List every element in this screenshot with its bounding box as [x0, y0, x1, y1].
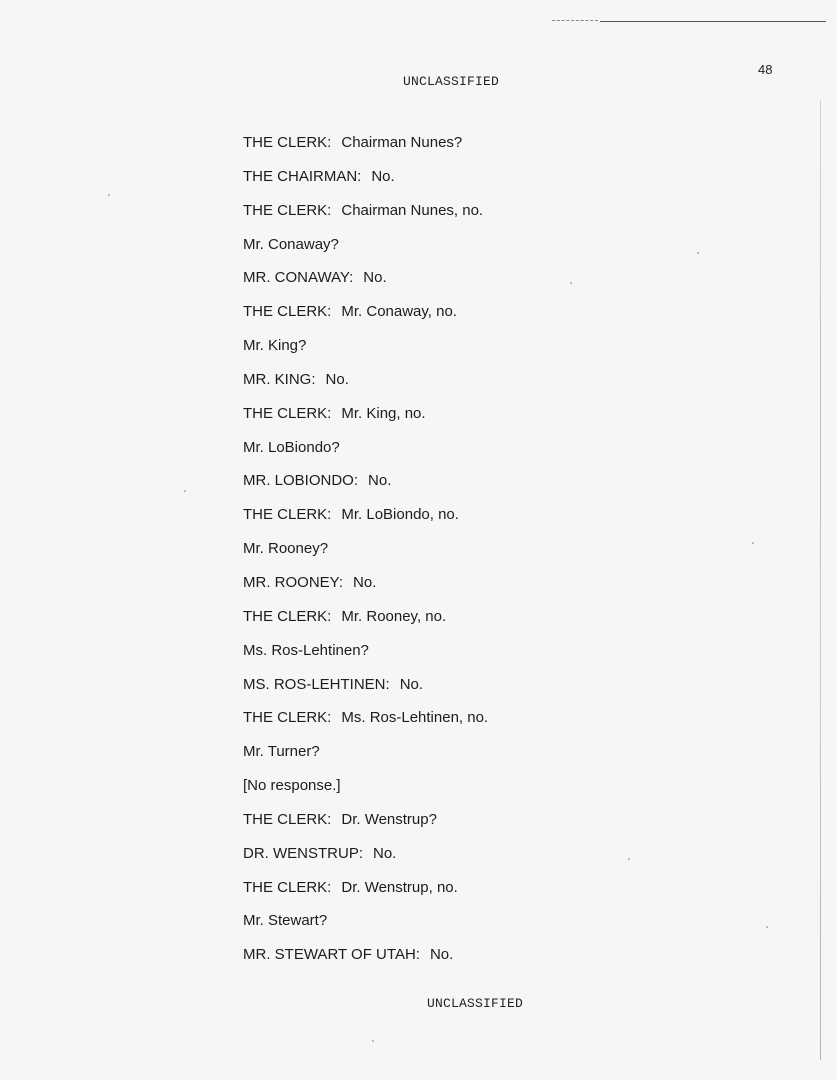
transcript-line: [243, 537, 763, 571]
scan-speck: [628, 858, 630, 860]
scan-speck: [570, 282, 572, 284]
speech-text: Mr. King?: [243, 337, 307, 355]
transcript-line: [243, 436, 763, 470]
speaker-label: DR. WENSTRUP:: [243, 844, 363, 862]
speaker-label: THE CLERK:: [243, 404, 332, 422]
speaker-label: MR. LOBIONDO:: [243, 472, 359, 490]
speaker-label: THE CLERK:: [243, 878, 332, 896]
speaker-label: THE CLERK:: [243, 709, 332, 727]
speech-text: Chairman Nunes?: [341, 134, 463, 151]
speaker-label: THE CHAIRMAN:: [243, 167, 362, 185]
transcript: [243, 131, 763, 977]
scan-speck: [372, 1040, 374, 1042]
speech-text: No.: [373, 844, 397, 862]
transcript-line: [243, 605, 763, 639]
transcript-line: [243, 909, 763, 943]
scan-artifact-line: [600, 21, 826, 22]
transcript-line: [243, 808, 763, 842]
speech-text: No.: [399, 675, 424, 693]
transcript-line: [243, 706, 763, 740]
speech-text: No.: [363, 269, 387, 287]
speaker-label: THE CLERK:: [243, 201, 332, 219]
footer-classification: UNCLASSIFIED: [427, 996, 524, 1011]
scan-speck: [697, 252, 699, 254]
transcript-line: [243, 774, 763, 808]
speech-text: Mr. Rooney?: [243, 540, 329, 558]
transcript-line: [243, 943, 763, 977]
speech-text: Mr. LoBiondo, no.: [341, 506, 459, 524]
speech-text: Ms. Ros-Lehtinen, no.: [341, 709, 489, 727]
speech-text: Mr. King, no.: [341, 404, 426, 422]
transcript-line: [243, 165, 763, 199]
transcript-line: [243, 876, 763, 910]
transcript-line: [243, 740, 763, 774]
transcript-line: [243, 673, 763, 707]
scan-artifact-edge: [820, 100, 821, 1060]
speech-text: Dr. Wenstrup?: [341, 810, 437, 828]
speaker-label: THE CLERK:: [243, 810, 332, 828]
speaker-label: MS. ROS-LEHTINEN:: [243, 675, 390, 693]
speech-text: No.: [368, 472, 392, 490]
speaker-label: MR. ROONEY:: [243, 573, 344, 591]
speaker-label: THE CLERK:: [243, 303, 332, 321]
speech-text: No.: [429, 946, 454, 964]
speaker-label: THE CLERK:: [243, 607, 332, 625]
speech-text: Chairman Nunes, no.: [341, 201, 484, 219]
scan-speck: [766, 926, 768, 928]
transcript-line: [243, 199, 763, 233]
transcript-line: [243, 300, 763, 334]
transcript-line: [243, 334, 763, 368]
speech-text: Mr. Stewart?: [243, 912, 328, 930]
page-number: 48: [758, 62, 773, 77]
speech-text: Ms. Ros-Lehtinen?: [243, 641, 369, 659]
speaker-label: THE CLERK:: [243, 134, 332, 151]
scan-artifact-line: [552, 20, 598, 21]
speech-text: Mr. Conaway?: [243, 235, 339, 253]
speaker-label: MR. CONAWAY:: [243, 269, 354, 287]
speaker-label: MR. STEWART OF UTAH:: [243, 946, 420, 964]
transcript-line: [243, 131, 763, 165]
speech-text: No.: [353, 573, 377, 591]
transcript-line: [243, 402, 763, 436]
transcript-line: [243, 469, 763, 503]
transcript-line: [243, 503, 763, 537]
speech-text: Mr. Rooney, no.: [341, 607, 447, 625]
transcript-line: [243, 639, 763, 673]
speech-text: [No response.]: [243, 777, 341, 795]
transcript-line: [243, 842, 763, 876]
speech-text: No.: [371, 167, 395, 185]
speech-text: No.: [325, 370, 349, 388]
header-classification: UNCLASSIFIED: [403, 74, 500, 89]
scan-speck: [752, 542, 754, 544]
scan-speck: [108, 194, 110, 196]
speaker-label: THE CLERK:: [243, 506, 332, 524]
speech-text: Mr. LoBiondo?: [243, 438, 340, 456]
transcript-line: [243, 368, 763, 402]
speech-text: Mr. Turner?: [243, 743, 320, 761]
transcript-line: [243, 571, 763, 605]
speaker-label: MR. KING:: [243, 370, 316, 388]
transcript-line: [243, 233, 763, 267]
transcript-line: [243, 266, 763, 300]
scan-speck: [184, 490, 186, 492]
speech-text: Dr. Wenstrup, no.: [341, 878, 458, 896]
speech-text: Mr. Conaway, no.: [341, 303, 457, 321]
